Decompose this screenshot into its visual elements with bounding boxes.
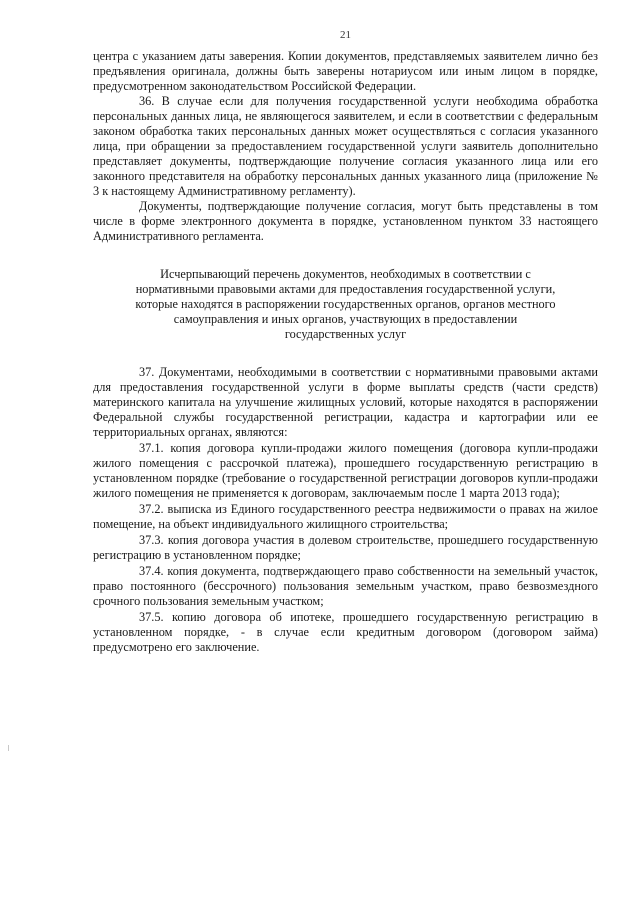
section-heading-line: которые находятся в распоряжении государственных органов, органов местного: [135, 297, 556, 311]
paragraph-37-2: 37.2. выписка из Единого государственного реестра недвижимости о правах на жилое помещение, на объект индивидуального жилищного строительства;: [93, 502, 598, 531]
paragraph-continuation: центра с указанием даты заверения. Копии документов, представляемых заявителем лично без предъявления оригинала, должны быть заверены нотариусом или иным лицом в порядке, предусмотренном законодательством Российской Федерации.: [93, 49, 598, 93]
section-heading-line: Исчерпывающий перечень документов, необходимых в соответствии с: [160, 267, 531, 281]
section-heading-line: самоуправления и иных органов, участвующих в предоставлении: [173, 312, 518, 326]
section-heading-line: нормативными правовыми актами для предоставления государственной услуги,: [135, 282, 556, 296]
paragraph-37-4: 37.4. копия документа, подтверждающего право собственности на земельный участок, право постоянного (бессрочного) пользования земельным участком, право безвозмездного срочного пользования земельным участком;: [93, 564, 598, 608]
paragraph-36: 36. В случае если для получения государственной услуги необходима обработка персональных данных лица, не являющегося заявителем, и если в соответствии с федеральным законом обработка таких персональных данных может осуществляться с согласия указанного лица, при обращении за предоставлением государственной услуги заявитель дополнительно представляет документы, подтверждающие получение согласия указанного лица или его законного представителя на обработку персональных данных указанного лица (приложение № 3 к настоящему Административному регламенту).: [93, 94, 598, 198]
section-heading-line: государственных услуг: [284, 327, 407, 341]
page-number: 21: [340, 29, 351, 41]
document-page: [93, 28, 598, 655]
paragraph-37-1: 37.1. копия договора купли-продажи жилого помещения (договора купли-продажи жилого помещения с рассрочкой платежа), прошедшего государственную регистрацию в установленном порядке (требование о государственной регистрации договоров купли-продажи жилого помещения не применяется к договорам, заключаемым после 1 марта 2013 года);: [93, 441, 598, 500]
paragraph-37: 37. Документами, необходимыми в соответствии с нормативными правовыми актами для предоставления государственной услуги в форме выплаты средств (части средств) материнского капитала на улучшение жилищных условий, которые находятся в распоряжении Федеральной службы государственной регистрации, кадастра и картографии или ее территориальных органах, являются:: [93, 365, 598, 439]
paragraph-37-3: 37.3. копия договора участия в долевом строительстве, прошедшего государственную регистрацию в установленном порядке;: [93, 533, 598, 562]
paragraph-consent-documents: Документы, подтверждающие получение согласия, могут быть представлены в том числе в форме электронного документа в порядке, установленном пунктом 33 настоящего Административного регламента.: [93, 199, 598, 243]
paragraph-37-5: 37.5. копию договора об ипотеке, прошедшего государственную регистрацию в установленном порядке, - в случае если кредитным договором (договором займа) предусмотрено его заключение.: [93, 610, 598, 654]
section-heading: [93, 267, 598, 342]
scan-edge-mark: [8, 745, 9, 751]
